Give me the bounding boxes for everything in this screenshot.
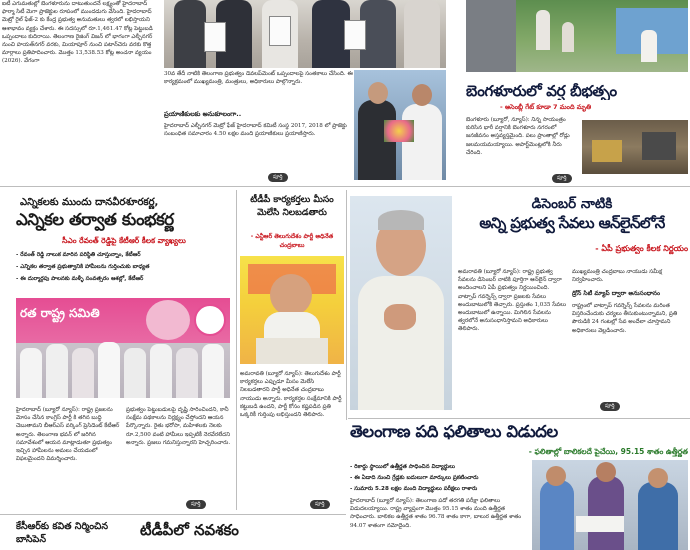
flood-photo	[582, 120, 688, 174]
kcr-bullet: - ఎన్నికల తర్వాత ప్రభుత్వానికి హామీలను గుర్తించుకు బాధ్యత	[16, 264, 150, 270]
ap-headline: అన్ని ప్రభుత్వ సేవలు ఆన్‌లైన్‌లోనే	[479, 214, 665, 232]
ap-subheading: - ఏపీ ప్రభుత్వం కీలక నిర్ణయం	[595, 244, 688, 253]
read-more-button[interactable]: పూర్తి	[310, 500, 330, 509]
read-more-button[interactable]: పూర్తి	[186, 500, 206, 509]
ap-portrait-photo	[350, 196, 452, 410]
kcr-headline: ఎన్నికల తర్వాత కుంభకర్ణ	[16, 210, 174, 229]
read-more-button[interactable]: పూర్తి	[600, 402, 620, 411]
kcr-bullet: - ఈ దుర్మార్గపు పాలనకు మళ్ళీ సంవత్సరం ఆశల్లో, కేటీఆర్	[16, 276, 144, 282]
kcr-subheading: సీఎం రేవంత్ రెడ్డిపై కేటీఆర్ కీలక వ్యాఖ్యలు	[12, 236, 236, 248]
results-body: హైదరాబాద్ (బ్యూరో న్యూస్): తెలంగాణ పదో తరగతి పరీక్షా ఫలితాలు విడుదలయ్యాయి. రాష్ట్ర వ్యాప్తంగా మొత్తం 95.15 శాతం మంది ఉత్తీర్ణత సాధించారు. బాలికల ఉత్తీర్ణత శాతం 96.78 శాతం కాగా, బాలుర ఉత్తీర్ణత శాతం 94.07 శాతంగా నమోదైంది.	[350, 498, 522, 529]
rain-body: బెంగళూరు (బ్యూరో, న్యూస్): నిన్న సాయంత్రం కురిసిన భారీ వర్షానికి బెంగళూరు నగరంలో జనజీవనం అస్తవ్యస్తమైంది. పలు ప్రాంతాల్లో రోడ్లు జలమయమయ్యాయి. అపార్ట్‌మెంట్లలోకి నీరు చేరింది.	[466, 117, 570, 156]
bottom-middle-headline: టీడీపీలో నవశకం	[140, 521, 239, 539]
tdp-headline: టీడీపీ కార్యకర్తలు మీసం మెలేసి నిలబడతారు	[250, 195, 334, 218]
rain-headline: బెంగళూరులో వర్ష బీభత్సం	[466, 82, 617, 100]
flower-presentation-photo	[354, 70, 446, 180]
results-bullet: - రికార్డు స్థాయిలో ఉత్తీర్ణత సాధించిన విద్యార్థులు	[350, 464, 455, 470]
read-more-button[interactable]: పూర్తి	[552, 174, 572, 183]
ap-body-right-intro: ముఖ్యమంత్రి చంద్రబాబు నాయుడు సమీక్ష నిర్వహించారు.	[572, 269, 662, 284]
kcr-bullet: - రేవంత్ రెడ్డి నాలుక మారిన పరిస్థితి చూస్తున్నాం, కేటీఆర్	[16, 252, 141, 258]
ap-kicker: డిసెంబర్ నాటికి	[531, 196, 613, 212]
field-photo	[466, 0, 688, 72]
results-subheading: - ఫలితాల్లో బాలికలదే పైచేయి, 95.15 శాతం ఉత్తీర్ణత	[528, 447, 688, 456]
rain-subheading: - అసెంబ్లీ గేట్ కూడా 7 మంది మృతి	[500, 103, 592, 111]
results-headline: తెలంగాణ పది ఫలితాలు విడుదల	[350, 422, 558, 441]
kcr-body-right: ప్రభుత్వం పెట్టుబడులపై దృష్టి సారించిందని, కానీ సంక్షేమ పథకాలను నిర్లక్ష్యం చేస్తోందని ఆయన పేర్కొన్నారు. రైతు భరోసా, మహిళలకు నెలకు రూ.2,500 వంటి హామీలు ఇప్పటికీ నెరవేరలేదని అన్నారు. ప్రజలు గమనిస్తున్నారని హెచ్చరించారు.	[126, 407, 231, 446]
kcr-rally-photo	[16, 298, 230, 398]
kcr-kicker: ఎన్నికలకు ముందు దానవీరశూరకర్ణ,	[20, 197, 159, 208]
tdp-subheading: - ఎన్టీఆర్ తెలుగుదేశం పార్టీ అధినేత చంద్రబాబు	[250, 233, 334, 249]
results-bullet: - ఈ ఏడాది నుంచి గ్రేడ్లకు బదులుగా మార్కులు ప్రకటించారు	[350, 475, 479, 481]
party-banner-text: రత రాష్ట్ర సమితి	[20, 306, 100, 320]
bottom-left-headline: కేసీఆర్‌కు కవిత నిర్మించిన బాసిపెన్	[16, 521, 108, 545]
read-more-button[interactable]: పూర్తి	[268, 173, 288, 182]
top-middle-caption: 30వ తేదీ నాటికి తెలంగాణ ప్రభుత్వం డెవలప్‌మెంట్ ఒప్పందాలపై సంతకాలు చేసింది. ఈ కార్యక్రమంలో ముఖ్యమంత్రి, మంత్రులు, అధికారులు పాల్గొన్నారు.	[164, 71, 353, 86]
ap-body-left: అమరావతి (బ్యూరో న్యూస్): రాష్ట్ర ప్రభుత్వ సేవలను డిసెంబర్ నాటికి పూర్తిగా ఆన్‌లైన్ ద్వారా అందించాలని ఏపీ ప్రభుత్వం నిర్ణయించింది. వాట్సాప్ గవర్నెన్స్ ద్వారా ప్రజలకు సేవలు అందుబాటులోకి తెచ్చారు. ప్రస్తుతం 1,035 సేవలు అందుబాటులో ఉన్నాయి. మిగిలిన సేవలను త్వరలోనే అనుసంధానిస్తామని అధికారులు తెలిపారు.	[458, 269, 567, 333]
results-bullet: - సుమారు 5.28 లక్షల మంది విద్యార్థులు పరీక్షలు రాశారు	[350, 486, 478, 492]
kcr-body-left: హైదరాబాద్ (బ్యూరో న్యూస్): రాష్ట్ర ప్రజలను మోసం చేసిన కాంగ్రెస్ పార్టీ కి తగిన బుద్ధి చెబుతామని బీఆర్ఎస్ వర్కింగ్ ప్రెసిడెంట్ కేటీఆర్ అన్నారు. తెలంగాణ భవన్ లో జరిగిన సమావేశంలో ఆయన మాట్లాడుతూ ప్రభుత్వం ఇచ్చిన హామీలను అమలు చేయడంలో విఫలమైందని విమర్శించారు.	[16, 407, 120, 463]
top-middle-subheading: ప్రయాణికులకు అనుకూలంగా..	[164, 110, 242, 118]
tdp-body: అమరావతి (బ్యూరో న్యూస్): తెలుగుదేశం పార్టీ కార్యకర్తలు ఎప్పుడూ మీసం మెలేసి నిలబడతారని పార్టీ అధినేత చంద్రబాబు నాయుడు అన్నారు. కార్యకర్తల సంక్షేమానికి పార్టీ కట్టుబడి ఉందని, పార్టీ కోసం కష్టపడిన ప్రతి ఒక్కరికీ గుర్తింపు లభిస్తుందని తెలిపారు.	[240, 371, 342, 419]
students-photo	[532, 460, 688, 550]
top-left-body: ఐటీ ఎగుమతుల్లో బెంగళూరును దాటుతుందనే లక్ష్యంతో హైదరాబాద్ ఫార్మా సిటీ మెగా ప్రాజెక్టుల రూపంలో ముందడుగు వేసింది. హైదరాబాద్ మెట్రో రైల్ ఫేజ్-2 కు కేంద్ర ప్రభుత్వ అనుమతులు త్వరలో లభిస్తాయని ఆశాభావం వ్యక్తం చేశారు. ఈ సదస్సులో రూ.1,461.47 కోట్ల పెట్టుబడి ఒప్పందాలు కుదిరాయి. తెలంగాణ రైజింగ్ విజన్ లో భాగంగా ఎల్బీనగర్ నుంచి హయత్‌నగర్ వరకు, మియాపూర్ నుంచి పటాన్‌చెరు వరకు కొత్త మార్గాలు ప్రతిపాదించారు. మొత్తం 13,538.53 కోట్ల అంచనా వ్యయం (2026). వేగంగా	[2, 1, 153, 65]
ap-body-right-heading: డ్రోన్ సిటీ మ్యాప్ ద్వారా అనుసంధానం	[572, 290, 661, 297]
tdp-rally-photo	[240, 256, 344, 364]
mou-signing-photo	[164, 0, 446, 68]
top-middle-body: హైదరాబాద్ ఎల్బీనగర్ మెట్రో ఫేజ్ హైదరాబాద్ కమిటీ సంస్థ 2017, 2018 లో ప్రాజెక్టు సంబంధిత సమాచారం 4.50 లక్షల మంది ప్రయాణికులు ప్రయాణిస్తారు.	[164, 123, 347, 138]
ap-body-right: రాష్ట్రంలో వాట్సాప్ గవర్నెన్స్ సేవలను మరింత విస్తరించేందుకు చర్యలు తీసుకుంటున్నామని, ప్రతి పౌరుడికి 24 గంటల్లో సేవ అందేలా చూస్తామని అధికారులు వెల్లడించారు.	[572, 303, 678, 334]
